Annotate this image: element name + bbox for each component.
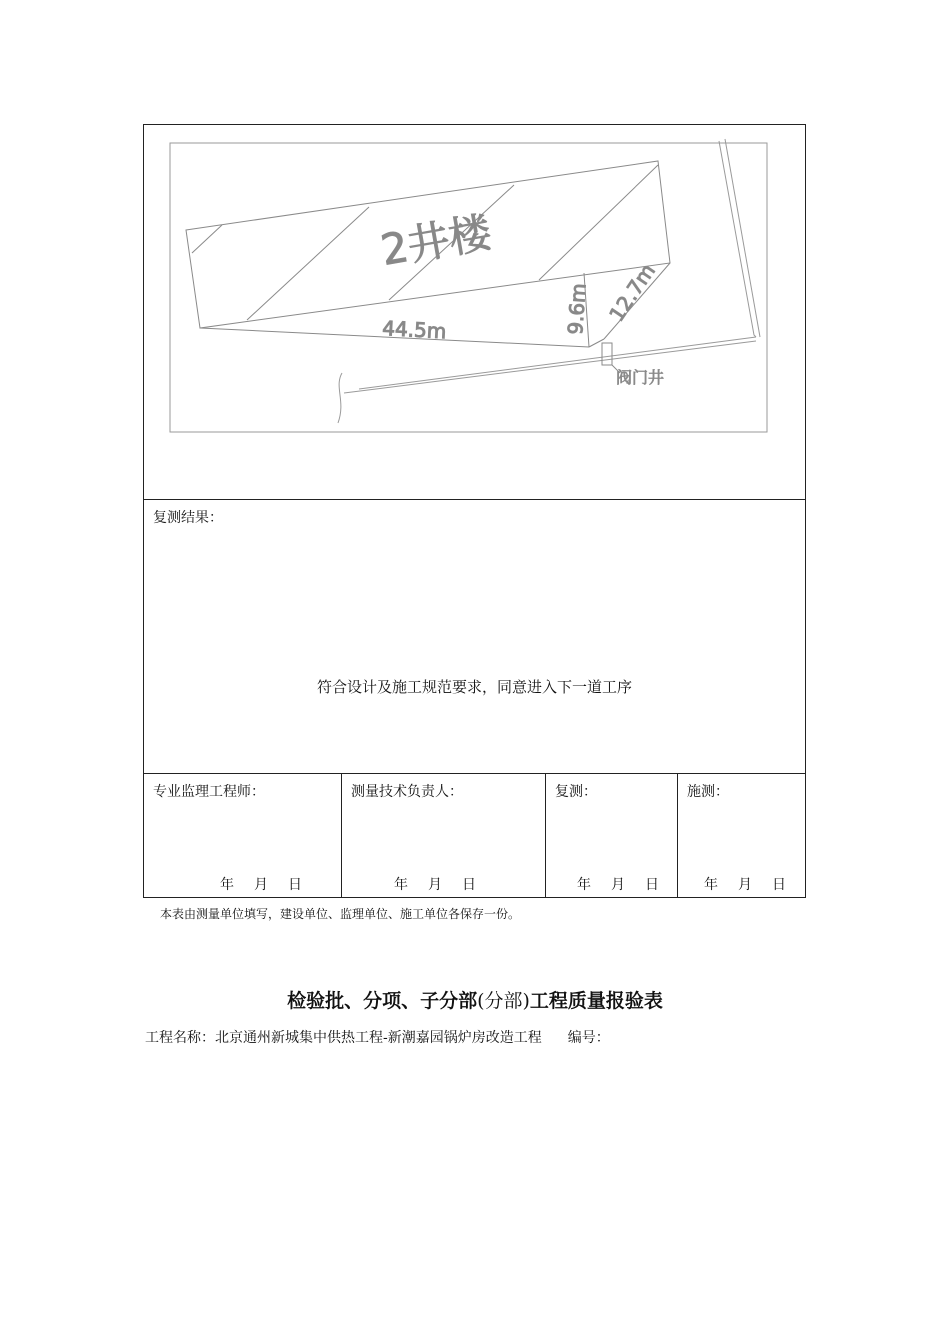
date-year: 年 (394, 877, 408, 893)
date-month: 月 (254, 877, 268, 893)
signature-cell-survey-lead (342, 774, 546, 897)
signature-row (144, 774, 805, 897)
survey-record-table (143, 124, 806, 898)
resurvey-result-label: 复测结果： (153, 510, 223, 526)
building-label: 2井楼 (377, 207, 495, 275)
site-plan-drawing (144, 125, 805, 499)
date-day: 日 (772, 877, 786, 893)
hatch-line (247, 207, 369, 320)
date-year: 年 (704, 877, 718, 893)
date-month: 月 (428, 877, 442, 893)
signature-date (577, 874, 659, 894)
signature-label: 测量技术负责人： (351, 784, 463, 800)
signature-date (704, 874, 786, 894)
signature-cell-resurvey (546, 774, 678, 897)
site-boundary-south (359, 337, 756, 389)
date-year: 年 (220, 877, 234, 893)
site-boundary-right (719, 141, 756, 337)
dimension-width-label: 9.6m (563, 282, 591, 336)
signature-date (220, 874, 302, 894)
site-boundary-right-2 (725, 139, 760, 337)
date-day: 日 (462, 877, 476, 893)
project-info-line (145, 1027, 610, 1047)
site-boundary-south-2 (344, 341, 756, 393)
date-month: 月 (738, 877, 752, 893)
dimension-length-label: 44.5m (381, 316, 447, 344)
signature-label: 施测： (687, 784, 729, 800)
signature-date (394, 874, 476, 894)
signature-label: 专业监理工程师： (153, 784, 265, 800)
signature-label: 复测： (555, 784, 597, 800)
signature-cell-surveyor (678, 774, 805, 897)
report-title (0, 986, 950, 1013)
site-drawing-cell (144, 125, 805, 500)
valve-well-label: 阀门井 (616, 368, 665, 387)
project-name-label: 工程名称： (145, 1030, 215, 1046)
table-footnote: 本表由测量单位填写，建设单位、监理单位、施工单位各保存一份。 (160, 907, 521, 921)
break-mark (338, 373, 342, 423)
document-number-label: 编号： (567, 1030, 610, 1046)
valve-well-symbol (602, 343, 612, 365)
resurvey-result-text: 符合设计及施工规范要求，同意进入下一道工序 (316, 678, 632, 696)
resurvey-result-cell (144, 499, 805, 774)
date-day: 日 (288, 877, 302, 893)
project-name-value: 北京通州新城集中供热工程-新潮嘉园锅炉房改造工程 (215, 1030, 542, 1046)
report-title-part1: 检验批、分项、子分部 (287, 990, 478, 1012)
date-day: 日 (645, 877, 659, 893)
dimension-diagonal-label: 12.7m (604, 259, 660, 326)
report-title-paren: (分部) (477, 990, 530, 1012)
date-month: 月 (611, 877, 625, 893)
drawing-frame (170, 143, 767, 432)
signature-cell-supervisor (144, 774, 342, 897)
hatch-line (192, 225, 222, 253)
date-year: 年 (577, 877, 591, 893)
report-title-part2: 工程质量报验表 (529, 990, 663, 1012)
